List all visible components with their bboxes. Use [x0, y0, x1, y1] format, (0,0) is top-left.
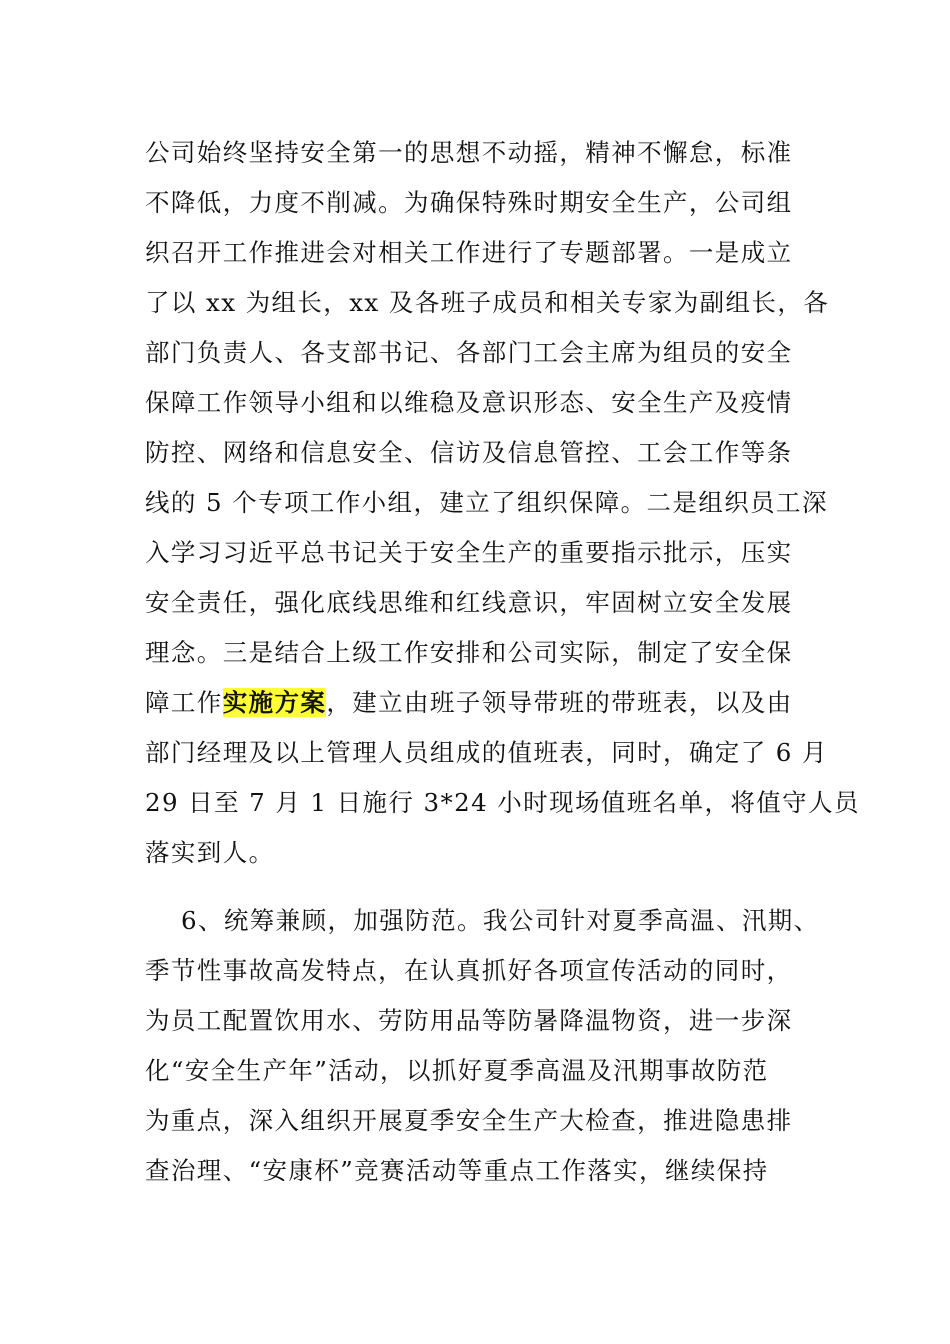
text-line: 6、统筹兼顾，加强防范。我公司针对夏季高温、汛期、: [181, 906, 820, 935]
text-line: 理念。三是结合上级工作安排和公司实际，制定了安全保: [145, 638, 793, 667]
paragraph-spacing: [145, 878, 815, 896]
document-body: [145, 128, 860, 1196]
paragraph-summer-prevention: [145, 896, 820, 1196]
text-line: 防控、网络和信息安全、信访及信息管控、工会工作等条: [145, 438, 793, 467]
text-line: 线的 5 个专项工作小组，建立了组织保障。二是组织员工深: [145, 488, 828, 517]
paragraph-safety-organization: [145, 128, 860, 878]
text-line: 公司始终坚持安全第一的思想不动摇，精神不懈怠，标准: [145, 138, 793, 167]
text-line: 化“安全生产年”活动，以抓好夏季高温及汛期事故防范: [145, 1056, 769, 1085]
text-segment: ，建立由班子领导带班的带班表，以及由: [326, 688, 793, 717]
text-line: 部门经理及以上管理人员组成的值班表，同时，确定了 6 月: [145, 738, 828, 767]
text-line: 落实到人。: [145, 838, 275, 867]
text-line: 了以 xx 为组长，xx 及各班子成员和相关专家为副组长，各: [145, 288, 830, 317]
text-line: 为重点，深入组织开展夏季安全生产大检查，推进隐患排: [145, 1106, 793, 1135]
highlighted-phrase: 实施方案: [222, 688, 327, 717]
text-line: 季节性事故高发特点，在认真抓好各项宣传活动的同时，: [145, 956, 793, 985]
text-line: 入学习习近平总书记关于安全生产的重要指示批示，压实: [145, 538, 793, 567]
text-line-with-highlight: [145, 678, 815, 728]
text-line: 织召开工作推进会对相关工作进行了专题部署。一是成立: [145, 238, 793, 267]
text-line: 为员工配置饮用水、劳防用品等防暑降温物资，进一步深: [145, 1006, 793, 1035]
text-segment: 障工作: [145, 688, 223, 717]
text-line: 29 日至 7 月 1 日施行 3*24 小时现场值班名单，将值守人员: [145, 788, 860, 817]
text-line: 保障工作领导小组和以维稳及意识形态、安全生产及疫情: [145, 388, 793, 417]
text-line: 不降低，力度不削减。为确保特殊时期安全生产，公司组: [145, 188, 793, 217]
text-line: 查治理、“安康杯”竞赛活动等重点工作落实，继续保持: [145, 1156, 769, 1185]
text-line: 部门负责人、各支部书记、各部门工会主席为组员的安全: [145, 338, 793, 367]
text-line: 安全责任，强化底线思维和红线意识，牢固树立安全发展: [145, 588, 793, 617]
